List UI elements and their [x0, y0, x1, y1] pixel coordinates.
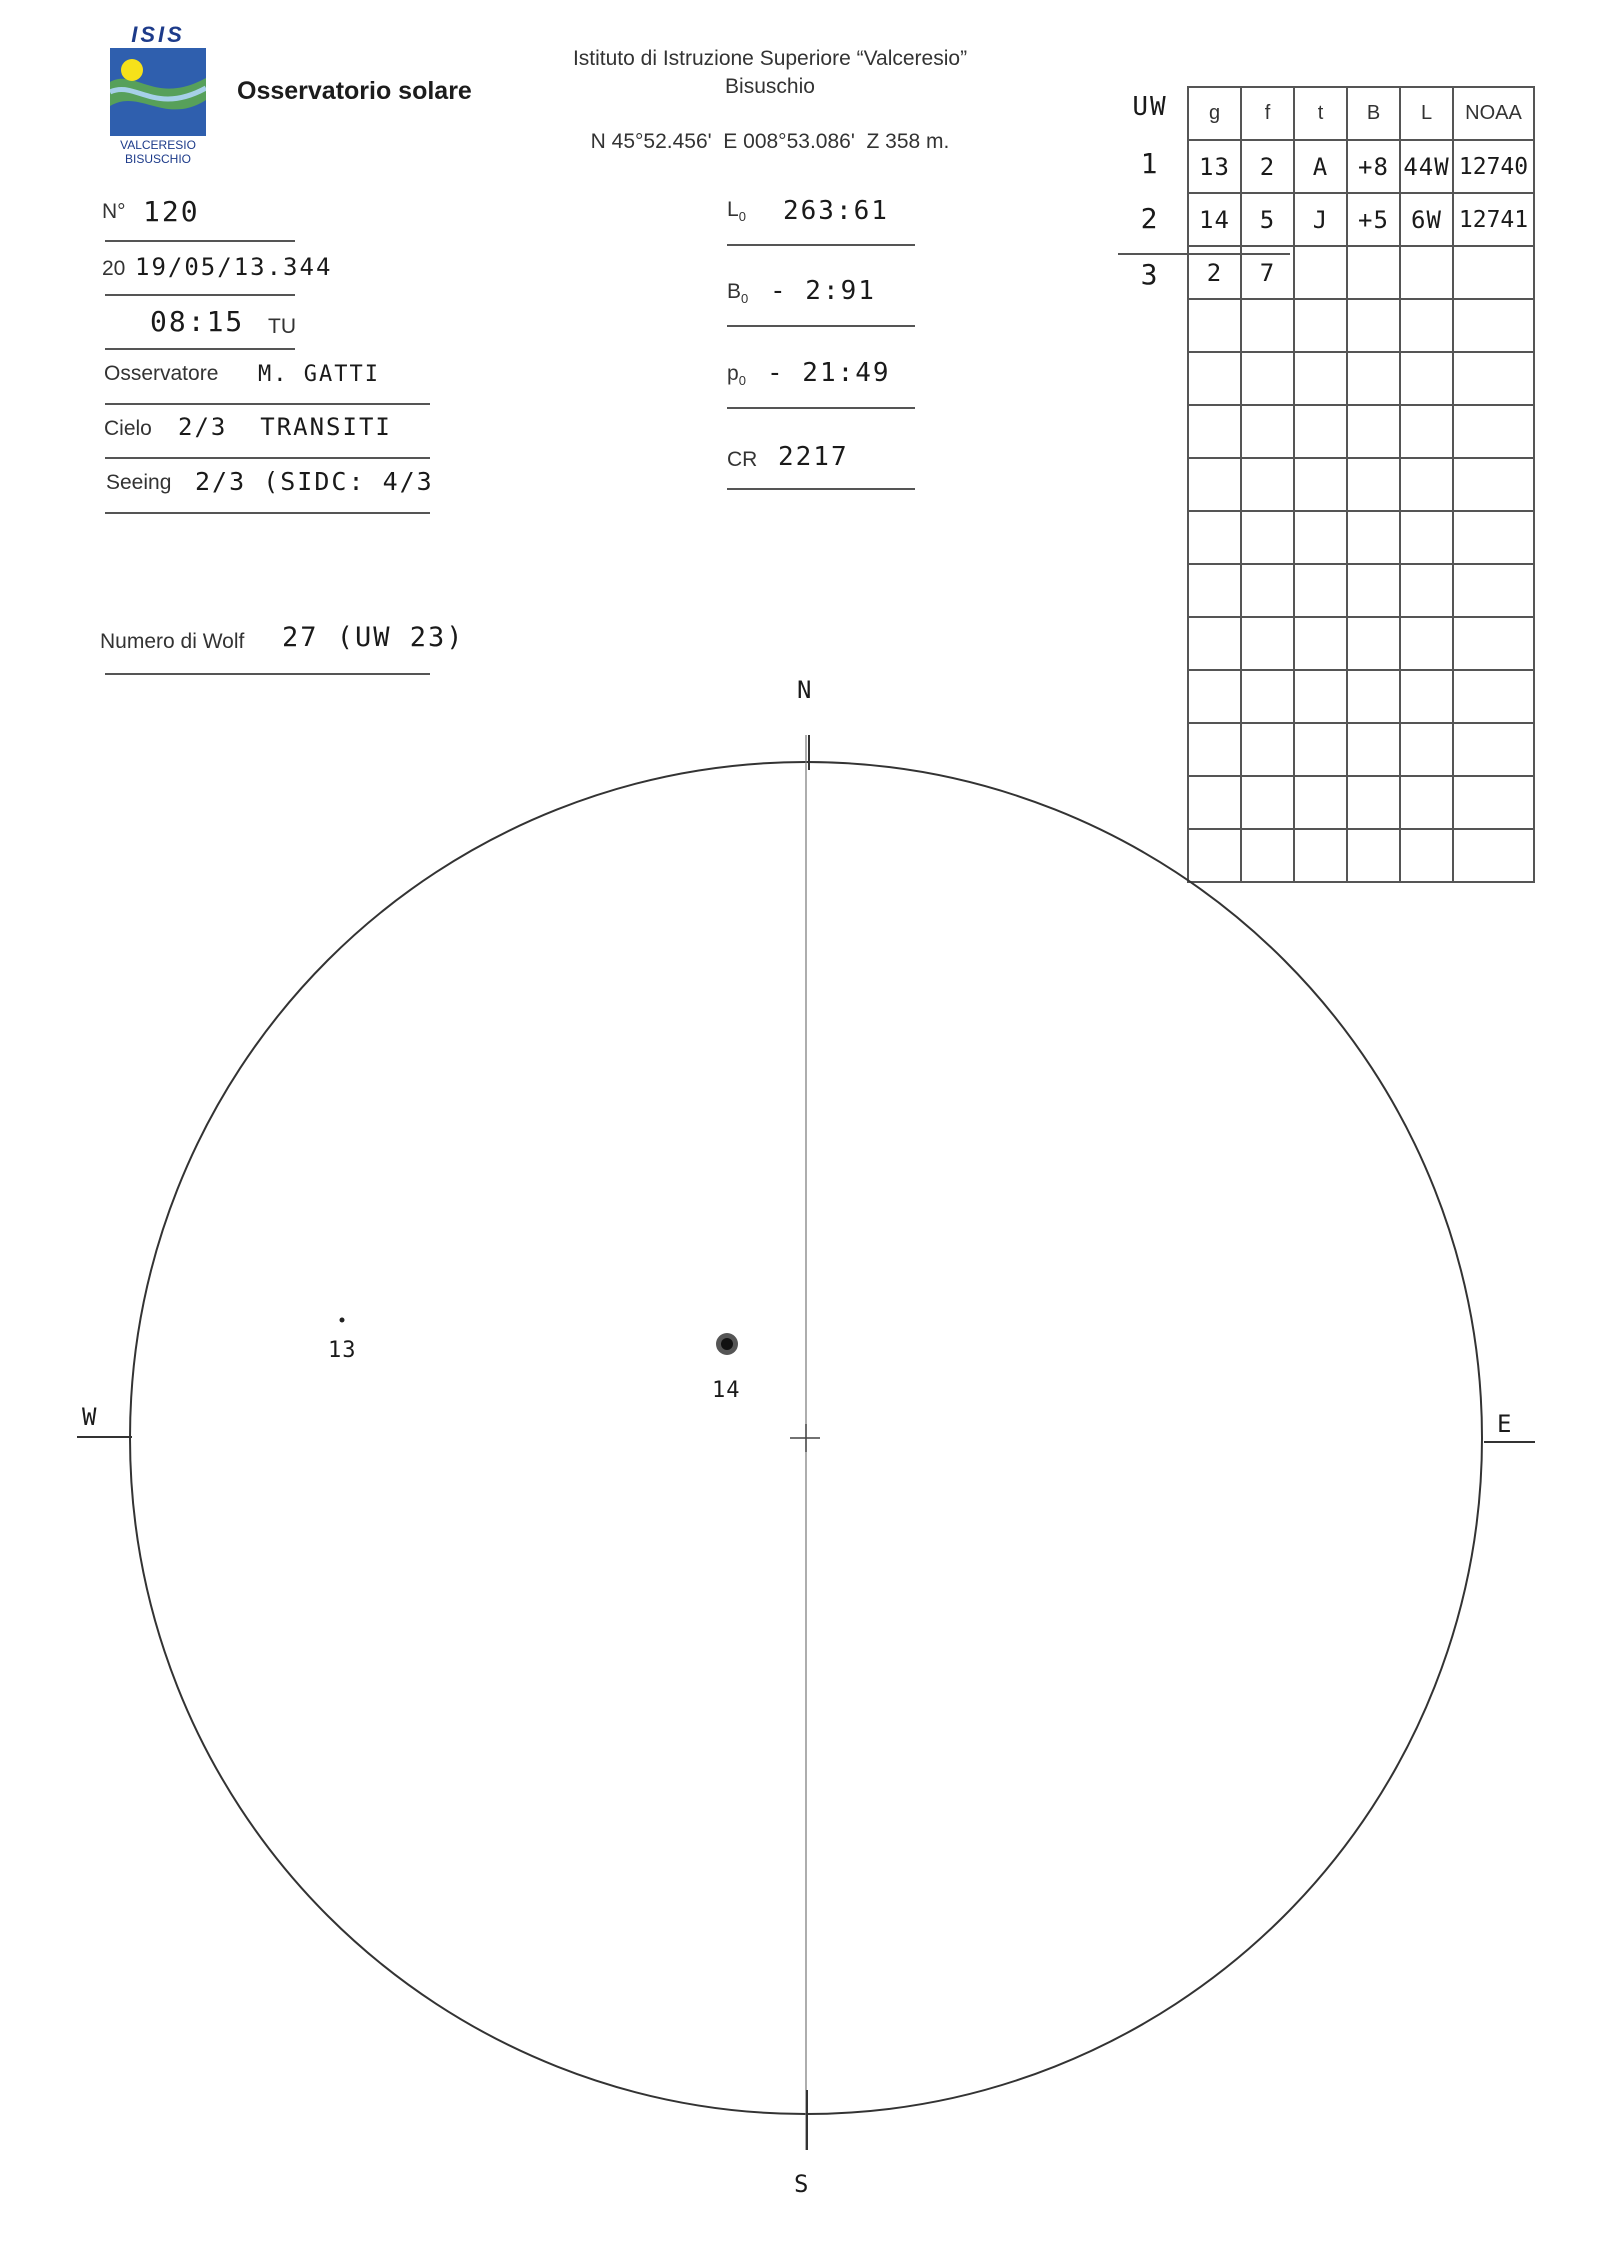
cell-b: +5 — [1347, 193, 1400, 246]
p0-value: - 21:49 — [767, 358, 891, 388]
number-value: 120 — [143, 195, 200, 228]
b0-value: - 2:91 — [770, 276, 876, 306]
logo-wordmark: ISIS — [131, 22, 185, 47]
group-14-label: 14 — [712, 1378, 741, 1403]
institute-line-2: Bisuschio — [725, 75, 815, 98]
header-g: g — [1188, 87, 1241, 140]
wolf-label: Numero di Wolf — [100, 630, 245, 653]
south-label: S — [794, 2170, 811, 2198]
year-prefix: 20 — [102, 257, 126, 280]
observatory-coordinates: N 45°52.456' E 008°53.086' Z 358 m. — [590, 130, 950, 153]
cell-f: 2 — [1241, 140, 1294, 193]
date-value: 19/05/13.344 — [135, 253, 333, 281]
time-unit: TU — [268, 315, 296, 338]
logo-caption-2: BISUSCHIO — [124, 152, 191, 166]
uw-number-3: 3 — [1140, 258, 1160, 291]
header-l: L — [1400, 87, 1453, 140]
cell-g: 14 — [1188, 193, 1241, 246]
cell-b: +8 — [1347, 140, 1400, 193]
cell-noaa: 12740 — [1453, 140, 1534, 193]
cell-f: 5 — [1241, 193, 1294, 246]
uw-number-2: 2 — [1140, 202, 1160, 235]
logo-caption-1: VALCERESIO — [120, 138, 196, 152]
observer-label: Osservatore — [104, 362, 219, 385]
b0-label: $B_0$ — [727, 280, 749, 307]
uw-number-1: 1 — [1140, 147, 1160, 180]
p0-label: $p_0$ — [727, 362, 746, 389]
cell-f: 7 — [1241, 246, 1294, 299]
observer-value: M. GATTI — [258, 362, 380, 387]
cell-g: 2 — [1188, 246, 1241, 299]
cell-l: 6W — [1400, 193, 1453, 246]
north-label: N — [797, 676, 814, 704]
east-label: E — [1497, 1410, 1514, 1438]
sky-label: Cielo — [104, 417, 152, 440]
cell-t: J — [1294, 193, 1347, 246]
uw-header: UW — [1132, 92, 1168, 122]
institute-line-1: Istituto di Istruzione Superiore “Valceresio” — [572, 47, 968, 70]
l0-label: $L_0$ — [727, 198, 746, 225]
cell-g: 13 — [1188, 140, 1241, 193]
sunspot-group-13 — [340, 1318, 345, 1323]
header-b: B — [1347, 87, 1400, 140]
l0-value: 263:61 — [783, 196, 889, 226]
number-label: N° — [102, 200, 126, 223]
header-f: f — [1241, 87, 1294, 140]
cr-value: 2217 — [778, 442, 849, 472]
seeing-value: 2/3 (SIDC: 4/3 — [195, 467, 434, 496]
cr-label: CR — [727, 448, 758, 471]
west-label: W — [82, 1403, 99, 1431]
sky-value: 2/3 TRANSITI — [178, 413, 392, 441]
time-value: 08:15 — [150, 305, 245, 338]
header-noaa: NOAA — [1453, 87, 1534, 140]
cell-noaa: 12741 — [1453, 193, 1534, 246]
wolf-value: 27 (UW 23) — [282, 622, 465, 653]
header-t: t — [1294, 87, 1347, 140]
group-13-label: 13 — [328, 1338, 357, 1363]
seeing-label: Seeing — [106, 471, 172, 494]
sunspot-group-14-umbra — [721, 1338, 733, 1350]
cell-l: 44W — [1400, 140, 1453, 193]
cell-t: A — [1294, 140, 1347, 193]
page-title: Osservatorio solare — [237, 77, 472, 105]
